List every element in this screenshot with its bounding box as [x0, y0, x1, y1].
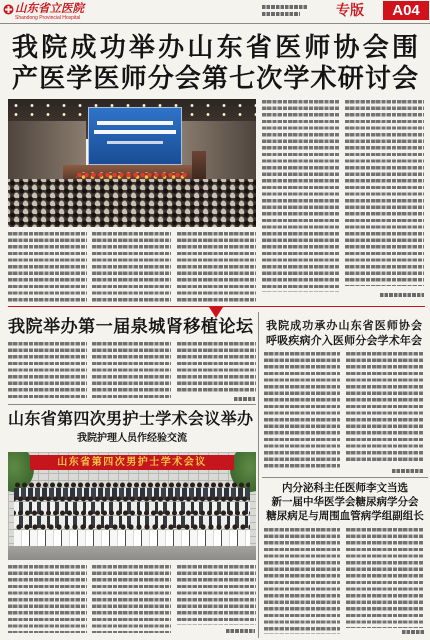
lead-body-text — [92, 232, 171, 302]
nurse-body-text — [92, 565, 171, 633]
crowd-row-front — [14, 524, 250, 546]
respiratory-body-text — [346, 352, 424, 464]
lead-body-text — [177, 232, 256, 302]
kidney-body-text — [92, 342, 171, 398]
audience — [8, 179, 256, 227]
logo-subtitle: Shandong Provincial Hospital — [15, 15, 81, 21]
respiratory-headline-line-1: 我院成功承办山东省医师协会 — [266, 319, 422, 332]
respiratory-body-text — [264, 352, 340, 468]
respiratory-byline — [392, 469, 424, 473]
page-number: A04 — [392, 2, 420, 19]
podium — [192, 151, 206, 179]
hospital-emblem-icon — [3, 4, 14, 15]
screen-caption-line — [94, 130, 176, 134]
nurse-body-text — [177, 565, 256, 625]
respiratory-headline-line-2: 呼吸疾病介入医师分会学术年会 — [266, 334, 422, 347]
column-rule — [258, 312, 259, 638]
nurse-headline: 山东省第四次男护士学术会议举办 — [8, 409, 253, 428]
conference-banner — [30, 455, 234, 470]
kidney-byline — [234, 397, 255, 401]
kidney-body-text — [177, 342, 256, 392]
banner-text: 山东省第四次男护士学术会议 — [57, 457, 207, 468]
lead-headline-line-2: 产医学医师分会第七次学术研讨会 — [12, 64, 418, 94]
lead-byline — [380, 293, 424, 297]
group-photo — [8, 452, 256, 560]
endocrine-headline-line-1: 内分泌科主任医师李文当选 — [282, 482, 408, 494]
endocrine-headline-line-3: 糖尿病足与周围血管病学组副组长 — [266, 510, 424, 522]
masthead — [0, 0, 430, 22]
section-label: 专版 — [336, 3, 364, 19]
nurse-subheadline: 我院护理人员作经验交流 — [77, 433, 187, 444]
nurse-body-text — [8, 565, 87, 633]
nurse-byline — [226, 629, 255, 633]
issue-info-line — [262, 5, 308, 9]
ground — [8, 546, 256, 560]
endocrine-body-text — [264, 528, 340, 634]
endocrine-body-text — [346, 528, 424, 628]
masthead-rule — [0, 23, 430, 24]
lead-body-text — [262, 100, 339, 292]
endocrine-byline — [402, 630, 424, 634]
endocrine-headline-line-2: 新一届中华医学会糖尿病学分会 — [271, 496, 419, 508]
kidney-body-text — [8, 342, 87, 398]
issue-info-line — [262, 12, 300, 16]
lead-body-text — [8, 232, 87, 302]
kidney-headline: 我院举办第一届泉城肾移植论坛 — [8, 317, 253, 337]
story-divider — [262, 477, 428, 478]
page-number-badge — [383, 1, 429, 20]
screen-caption-line — [107, 141, 163, 144]
lead-body-text — [345, 100, 424, 286]
lead-headline-line-1: 我院成功举办山东省医师协会围 — [12, 33, 418, 63]
story-divider — [8, 404, 256, 405]
logo-title: 山东省立医院 — [15, 1, 84, 15]
screen-caption-line — [97, 121, 173, 125]
stage-screen — [88, 107, 182, 165]
conference-photo — [8, 99, 256, 227]
